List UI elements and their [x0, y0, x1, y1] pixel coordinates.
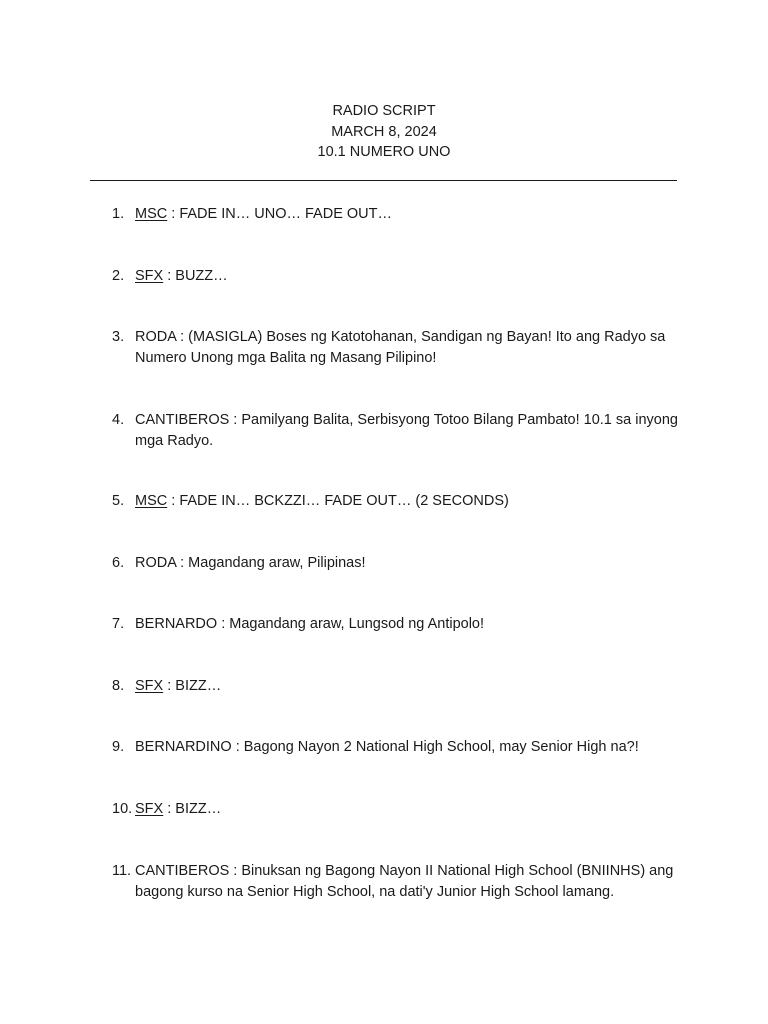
line-number: 11. [112, 863, 132, 879]
line-text: CANTIBEROS : Binuksan ng Bagong Nayon II National High School (BNIINHS) ang bagong kurso na Senior High School, na dati'y Junior High School lamang. [135, 863, 674, 900]
line-text: : BIZZ… [163, 801, 222, 817]
line-content [135, 861, 680, 903]
line-text: RODA : Magandang araw, Pilipinas! [135, 555, 366, 571]
line-content [135, 799, 680, 820]
line-number: 5. [112, 493, 125, 509]
line-content [135, 676, 680, 697]
script-header [0, 101, 768, 163]
line-text: : FADE IN… UNO… FADE OUT… [167, 206, 393, 222]
line-number: 10. [112, 801, 133, 817]
line-number: 6. [112, 555, 125, 571]
line-text: : BIZZ… [163, 678, 222, 694]
line-content [135, 553, 680, 574]
line-number: 8. [112, 678, 125, 694]
cue-tag: SFX [135, 801, 164, 817]
line-text: : BUZZ… [163, 268, 228, 284]
cue-tag: SFX [135, 268, 164, 284]
line-text: BERNARDO : Magandang araw, Lungsod ng Antipolo! [135, 616, 485, 632]
line-content [135, 327, 680, 369]
line-number: 2. [112, 268, 125, 284]
script-date: MARCH 8, 2024 [331, 123, 437, 140]
line-content [135, 266, 680, 287]
line-content [135, 410, 680, 452]
line-text: RODA : (MASIGLA) Boses ng Katotohanan, Sandigan ng Bayan! Ito ang Radyo sa Numero Unong mga Balita ng Masang Pilipino! [135, 329, 666, 366]
line-content [135, 737, 680, 758]
line-number: 7. [112, 616, 125, 632]
cue-tag: MSC [135, 493, 168, 509]
station-name: 10.1 NUMERO UNO [317, 144, 451, 160]
line-number: 9. [112, 739, 125, 755]
line-number: 3. [112, 329, 125, 345]
cue-tag: MSC [135, 206, 168, 222]
line-text: BERNARDINO : Bagong Nayon 2 National High School, may Senior High na?! [135, 739, 639, 755]
line-content [135, 614, 680, 635]
line-number: 4. [112, 412, 125, 428]
line-content [135, 204, 680, 225]
line-text: : FADE IN… BCKZZI… FADE OUT… (2 SECONDS) [167, 493, 509, 509]
line-content [135, 491, 680, 512]
line-number: 1. [112, 206, 125, 222]
cue-tag: SFX [135, 678, 164, 694]
script-title: RADIO SCRIPT [332, 103, 436, 119]
line-text: CANTIBEROS : Pamilyang Balita, Serbisyong Totoo Bilang Pambato! 10.1 sa inyong mga Radyo. [135, 412, 678, 449]
header-divider [90, 180, 677, 181]
